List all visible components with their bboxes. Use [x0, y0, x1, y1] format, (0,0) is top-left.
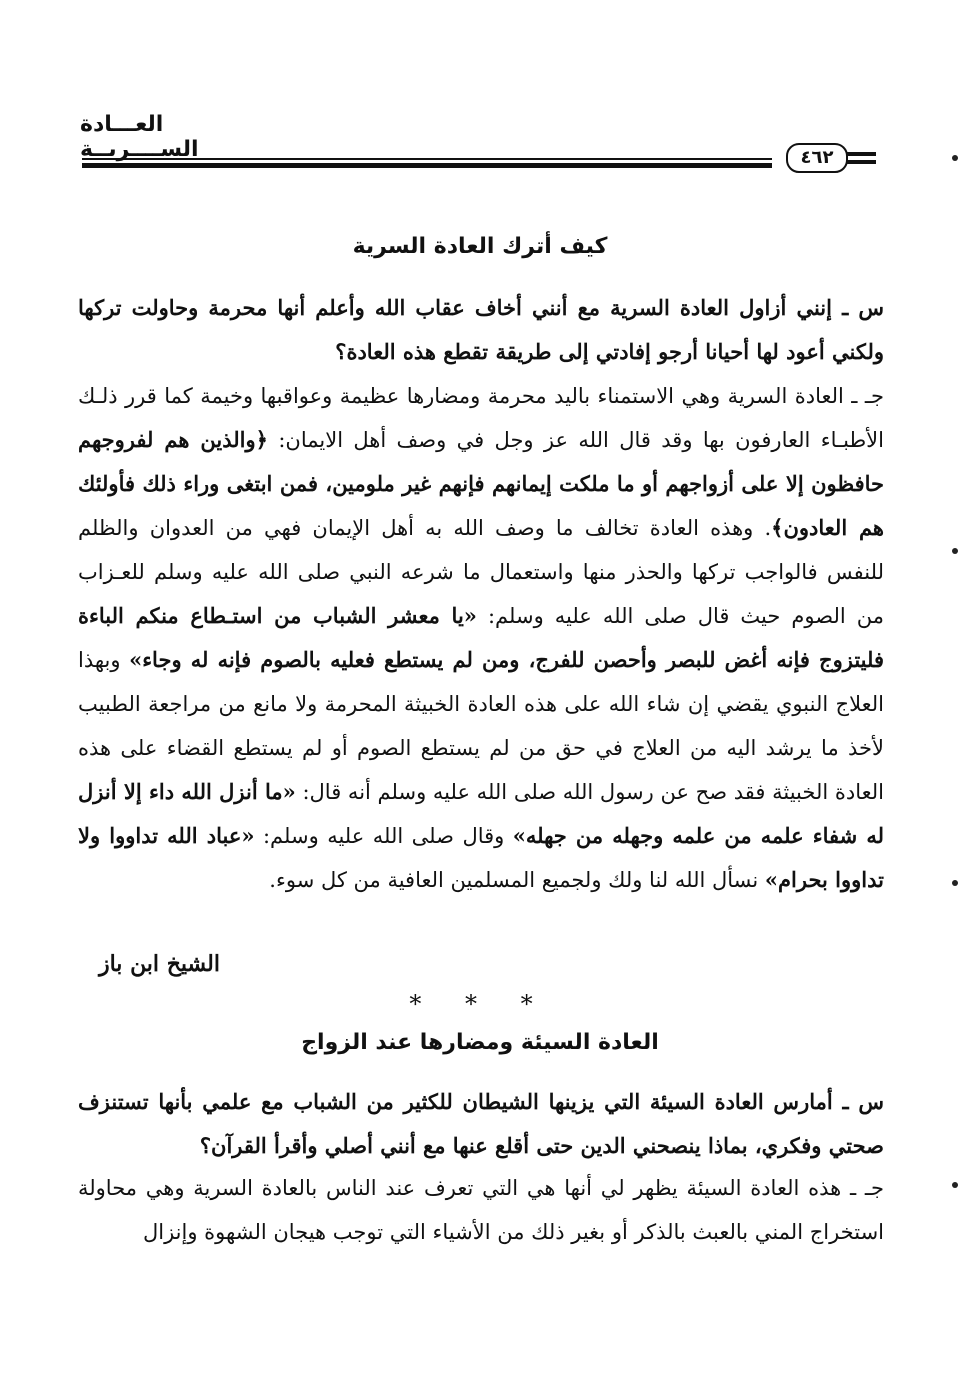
question-1: س ـ إنني أزاول العادة السرية مع أنني أخاف عقاب الله وأعلم أنها محرمة وحاولت تركها ولكني أعود لها أحيانا أرجو إفادتي إلى طريقة تقطع هذه العادة؟ [78, 295, 884, 364]
header-rule-thin [82, 158, 772, 160]
scan-mark [952, 155, 958, 161]
page-number-ornament-bottom [846, 160, 876, 164]
answer-1-part-3: وبهذا العلاج النبوي يقضي إن شاء الله على هذه العادة الخبيثة المحرمة ولا مانع من مراجعة الطبيب لأخذ ما يرشد اليه من العلاج في حق من لم يستطع الصوم أو لم يستطع القضاء على هذه العادة الخبيثة فقد صح عن رسول الله صلى الله عليه وسلم أنه قال: [78, 648, 884, 804]
section-title-1: كيف أترك العادة السرية [352, 234, 608, 259]
answer-1-part-5: نسأل الله لنا ولك ولجميع المسلمين العافية من كل سوء. [269, 868, 765, 892]
quran-verse: ﴿والذين هم لفروجهم حافظون إلا على أزواجهم أو ما ملكت إيمانهم فإنهم غير ملومين، فمن ابتغى وراء ذلك فأولئك هم العادون﴾ [78, 427, 885, 540]
answer-1-part-1: جـ ـ العادة السرية وهي الاستمناء باليد محرمة ومضارها عظيمة وعواقبها وخيمة كما قرر ذلـك الأطبـاء العارفون بها وقد قال الله عز وجل في وصف أهل الايمان: [78, 384, 884, 452]
page-number: ٤٦٢ [786, 143, 848, 173]
scan-mark [952, 1182, 958, 1188]
answer-2: جـ ـ هذه العادة السيئة يظهر لي أنها هي التي تعرف عند الناس بالعادة السرية وهي محاولة استخراج المني بالعبث بالذكر أو بغير ذلك من الأشياء التي توجب هيجان الشهوة وإنزال [78, 1176, 884, 1244]
scan-mark [952, 548, 958, 554]
question-2: س ـ أمارس العادة السيئة التي يزينها الشيطان للكثير من الشباب مع علمي بأنها تستنزف صحتي وفكري، بماذا ينصحني الدين حتى أقلع عنها مع أنني أصلي وأقرأ القرآن؟ [78, 1089, 884, 1158]
answer-1-part-2: . وهذه العادة تخالف ما وصف الله به أهل الإيمان فهي من العدوان والظلم للنفس فالواجب تركها والحذر منها واستعمال ما شرعه النبي صلى الله عليه وسلم للعـزاب من الصوم حيث قال صلى الله عليه وسلم: [78, 516, 884, 628]
signature: الشيخ ابن باز [98, 951, 220, 977]
scan-mark [952, 880, 958, 886]
section-title-2: العادة السيئة ومضارها عند الزواج [301, 1030, 659, 1055]
header-rule-thick [82, 163, 772, 168]
hadith-3: «عباد الله تداووا ولا تداووا بحرام» [78, 823, 884, 892]
page-number-ornament-top [846, 152, 876, 156]
answer-1 [78, 374, 884, 902]
section-separator: * * * [409, 990, 551, 1018]
hadith-2: «ما أنزل الله داء إلا أنزل له شفاء علمه من علمه وجهله من جهله» [78, 779, 885, 848]
running-title: العـــادة الســــريــة [80, 112, 199, 162]
hadith-1: «يا معشر الشباب من استـطاع منكم الباءة فليتزوج فإنه أغض للبصر وأحصن للفرج، ومن لم يستطع فعليه بالصوم فإنه له وجاء» [78, 603, 884, 672]
answer-1-part-4: وقال صلى الله عليه وسلم: [254, 824, 513, 848]
